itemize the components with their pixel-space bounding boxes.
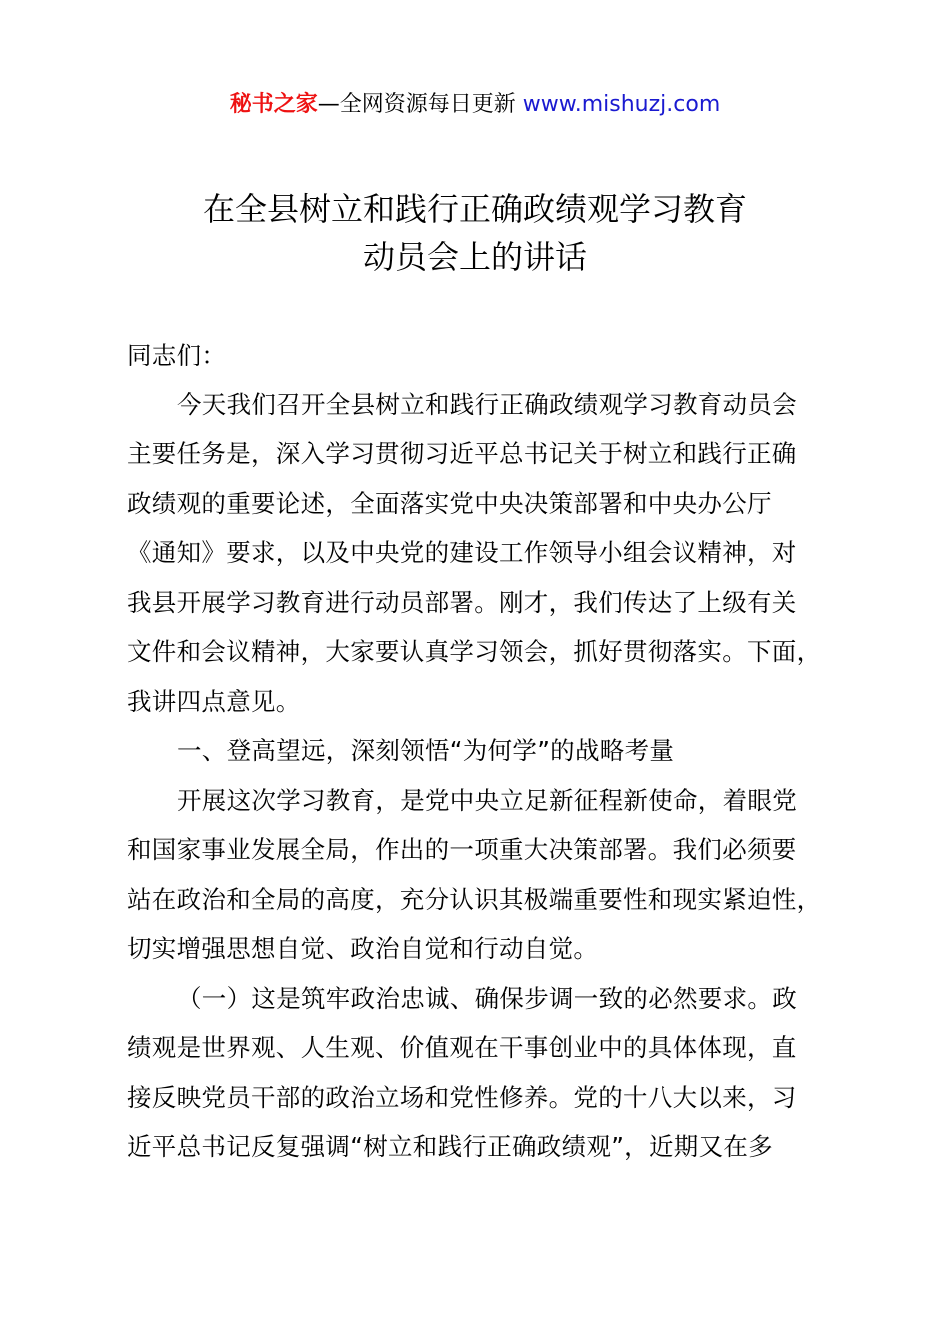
paragraph-line: 近平总书记反复强调“树立和践行正确政绩观”，近期又在多 bbox=[127, 1132, 773, 1161]
paragraph-line: 主要任务是，深入学习贯彻习近平总书记关于树立和践行正确 bbox=[127, 439, 797, 468]
subsection-heading: （一）这是筑牢政治忠诚、确保步调一致的必然要求。政 bbox=[177, 984, 797, 1013]
paragraph-line: 绩观是世界观、人生观、价值观在干事创业中的具体体现，直 bbox=[127, 1033, 797, 1062]
paragraph-line: 站在政治和全局的高度，充分认识其极端重要性和现实紧迫性， bbox=[127, 885, 822, 914]
paragraph-line: 和国家事业发展全局，作出的一项重大决策部署。我们必须要 bbox=[127, 835, 797, 864]
paragraph-line: 今天我们召开全县树立和践行正确政绩观学习教育动员会 bbox=[177, 390, 797, 419]
paragraph-line: 我县开展学习教育进行动员部署。刚才，我们传达了上级有关 bbox=[127, 588, 797, 617]
paragraph-line: 我讲四点意见。 bbox=[127, 687, 301, 716]
paragraph-line: 开展这次学习教育，是党中央立足新征程新使命，着眼党 bbox=[177, 786, 797, 815]
paragraph-line: 接反映党员干部的政治立场和党性修养。党的十八大以来，习 bbox=[127, 1083, 797, 1112]
paragraph-line: 政绩观的重要论述，全面落实党中央决策部署和中央办公厅 bbox=[127, 489, 772, 518]
paragraph-line: 文件和会议精神，大家要认真学习领会，抓好贯彻落实。下面， bbox=[127, 637, 822, 666]
brand-name: 秘书之家 bbox=[229, 92, 318, 117]
document-title-line-1: 在全县树立和践行正确政绩观学习教育 bbox=[202, 190, 747, 228]
header-slogan: —全网资源每日更新 bbox=[317, 92, 516, 117]
site-url-link[interactable]: www.mishuzj.com bbox=[522, 92, 721, 117]
section-heading: 一、登高望远，深刻领悟“为何学”的战略考量 bbox=[177, 736, 675, 765]
salutation: 同志们： bbox=[127, 341, 227, 370]
document-title-line-2: 动员会上的讲话 bbox=[362, 238, 587, 276]
paragraph-line: 《通知》要求，以及中央党的建设工作领导小组会议精神，对 bbox=[127, 538, 797, 567]
paragraph-line: 切实增强思想自觉、政治自觉和行动自觉。 bbox=[127, 934, 599, 963]
site-header bbox=[0, 88, 950, 122]
